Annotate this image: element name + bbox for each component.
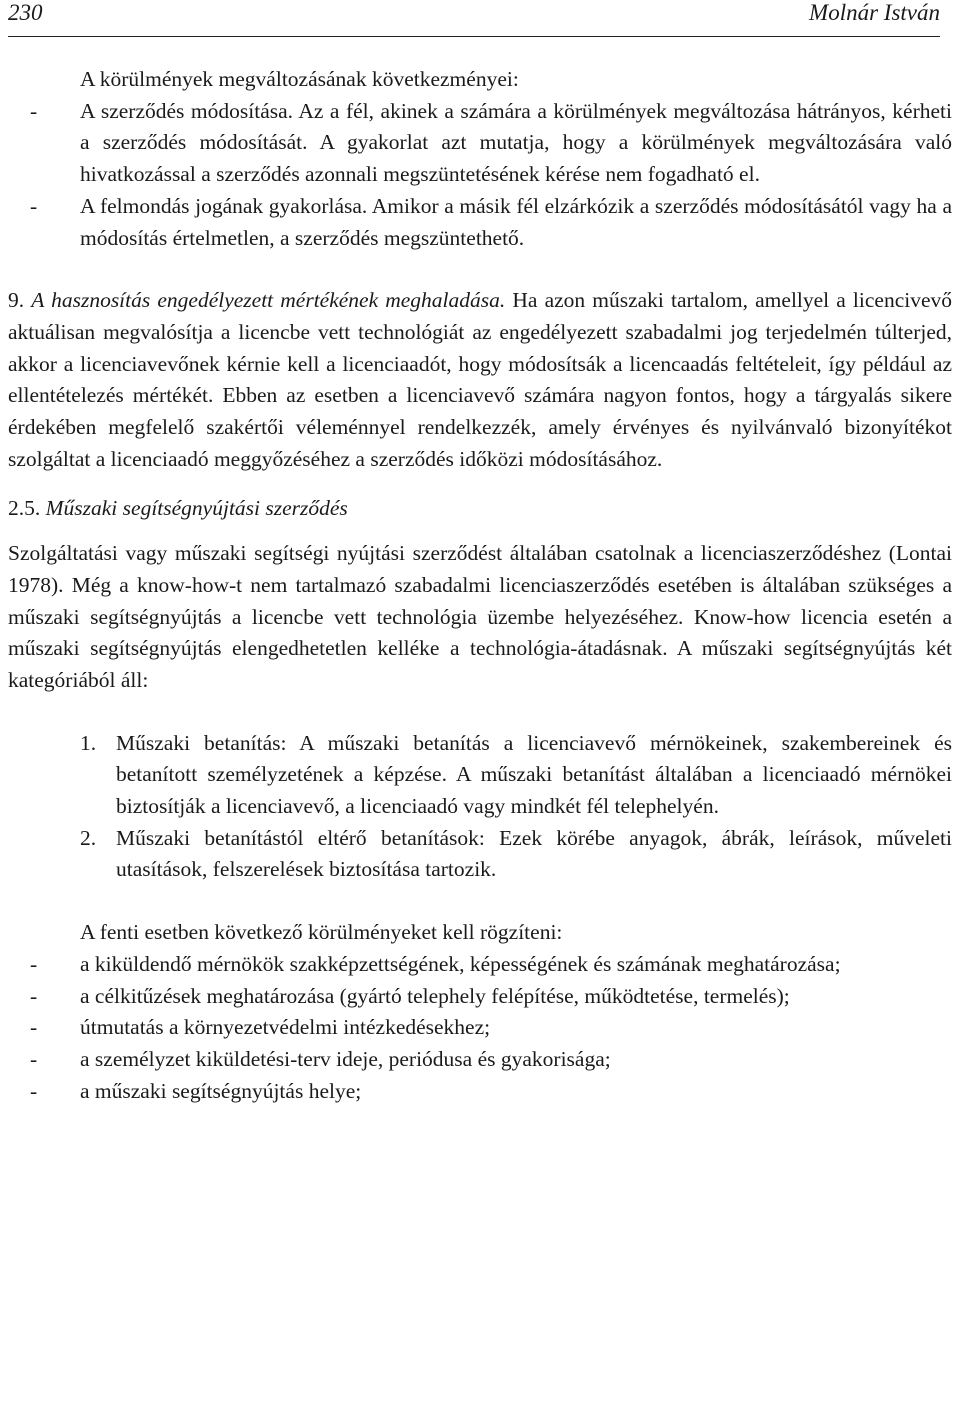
section-9-paragraph xyxy=(8,285,952,475)
list-item xyxy=(8,949,952,981)
list-item-text: a személyzet kiküldetési-terv ideje, periódusa és gyakorisága; xyxy=(80,1046,611,1071)
dash-marker: - xyxy=(30,193,38,218)
list-item xyxy=(8,981,952,1013)
list-item-text: a műszaki segítségnyújtás helye; xyxy=(80,1078,362,1103)
section-number: 2.5. xyxy=(8,496,41,521)
running-author: Molnár István xyxy=(809,0,940,25)
numbered-item xyxy=(8,823,952,886)
section-9-text: Ha azon műszaki tartalom, amellyel a licencivevő aktuálisan megvalósítja a licencbe vett technológiát az engedélyezett szabadalmi jog terjedelmén túlterjed, akkor a licenciavevőnek kérnie kell a licenciaadót, hogy módosítsák a licencaadás feltételeit, így például az ellentételezés mértékét. Ebben az esetben a licenciavevő számára nagyon fontos, hogy a tárgyalás sikere érdekében megfelelő szakértői véleménnyel rendelkezzék, amely érvényes és nyilvánvaló bizonyítékot szolgáltat a licenciaadó meggyőzéséhez a szerződés időközi módosításához. xyxy=(8,288,952,471)
page-header xyxy=(8,0,940,37)
list-item xyxy=(8,1044,952,1076)
numbered-item-text: Műszaki betanítás: A műszaki betanítás a licenciavevő mérnökeinek, szakembereinek és betanított személyzetének a képzése. A műszaki betanítást általában a licenciaadó mérnökei biztosítják a licenciavevő, a licenciaadó vagy mindkét fél telephelyén. xyxy=(116,730,952,819)
dash-marker: - xyxy=(30,983,38,1008)
list-item-text: a kiküldendő mérnökök szakképzettségének, képességének és számának meghatározása; xyxy=(80,951,841,976)
numbered-item xyxy=(8,728,952,823)
section-2-5-paragraph: Szolgáltatási vagy műszaki segítségi nyújtási szerződést általában csatolnak a licenciaszerződéshez (Lontai 1978). Még a know-how-t nem tartalmazó szabadalmi licenciaszerződés esetében is általában szükséges a műszaki segítségnyújtás a licencbe vett technológia üzembe helyezéséhez. Know-how licencia esetén a műszaki segítségnyújtás elengedhetetlen kelléke a technológia-átadásnak. A műszaki segítségnyújtás két kategóriából áll: xyxy=(8,541,952,692)
list-item xyxy=(8,1012,952,1044)
dash-marker: - xyxy=(30,1015,38,1040)
list-item xyxy=(8,191,952,254)
page-number: 230 xyxy=(8,0,43,25)
consequences-intro: A körülmények megváltozásának következményei: xyxy=(80,67,519,91)
list-item-text: útmutatás a környezetvédelmi intézkedésekhez; xyxy=(80,1015,491,1040)
section-9-number: 9. xyxy=(8,288,25,313)
numbered-item-text: Műszaki betanítástól eltérő betanítások: Ezek körébe anyagok, ábrák, leírások, műveleti utasítások, felszerelések biztosítása tartozik. xyxy=(116,825,952,882)
list-item xyxy=(8,1076,952,1108)
dash-marker: - xyxy=(30,951,38,976)
number-marker: 2. xyxy=(80,825,97,850)
circumstances-intro: A fenti esetben következő körülményeket kell rögzíteni: xyxy=(80,920,563,945)
page-body xyxy=(8,64,952,1107)
section-9-title: A hasznosítás engedélyezett mértékének meghaladása. xyxy=(31,288,506,313)
dash-marker: - xyxy=(30,98,38,123)
list-item xyxy=(8,96,952,191)
dash-marker: - xyxy=(30,1078,38,1103)
dash-marker: - xyxy=(30,1046,38,1071)
section-heading xyxy=(8,493,952,525)
section-title: Műszaki segítségnyújtási szerződés xyxy=(45,496,348,521)
list-item-text: a célkitűzések meghatározása (gyártó telephely felépítése, működtetése, termelés); xyxy=(80,983,790,1008)
list-item-text: A szerződés módosítása. Az a fél, akinek a számára a körülmények megváltozása hátrányos, kérheti a szerződés módosítását. A gyakorlat azt mutatja, hogy a körülmények megváltozására való hivatkozással a szerződés azonnali megszüntetésének kérése nem fogadható el. xyxy=(80,98,952,187)
list-item-text: A felmondás jogának gyakorlása. Amikor a másik fél elzárkózik a szerződés módosításától vagy ha a módosítás értelmetlen, a szerződés megszüntethető. xyxy=(80,193,952,250)
number-marker: 1. xyxy=(80,730,97,755)
